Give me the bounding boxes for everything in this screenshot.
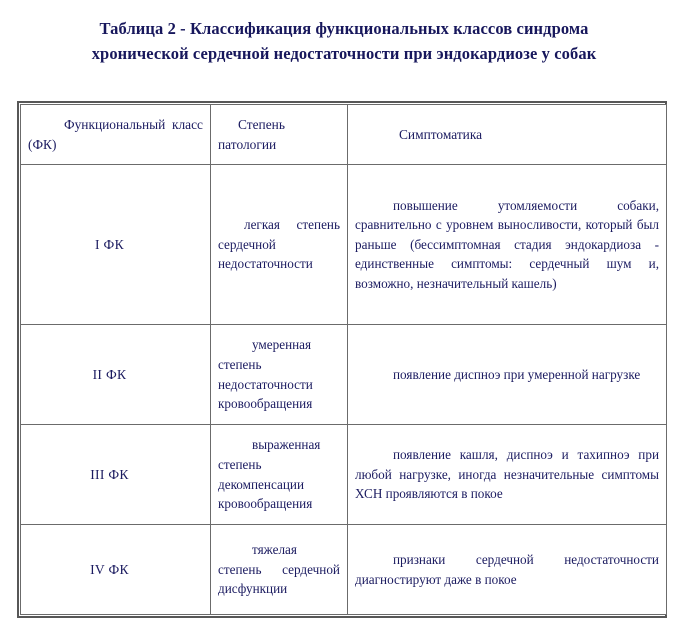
cell-functional-class: [21, 525, 211, 615]
classification-table-container: [17, 101, 667, 618]
symptoms-text: появление кашля, диспноэ и тахипноэ при любой нагрузке, иногда незначительные симптомы ХСН проявляются в покое: [355, 447, 659, 502]
header-cell-symptoms: [348, 105, 667, 165]
table-row: [21, 525, 667, 615]
header-cell-functional-class: [21, 105, 211, 165]
functional-class-label: II ФК: [92, 366, 127, 382]
cell-pathology-degree: [211, 165, 348, 325]
cell-pathology-degree: [211, 525, 348, 615]
header-cell-pathology-degree: [211, 105, 348, 165]
header-label-symptoms: Симптоматика: [399, 126, 483, 142]
symptoms-text: повышение утомляемости собаки, сравнительно с уровнем выносливости, который был раньше (бессимптомная стадия эндокардиоза - единственные симптомы: сердечный шум и, возможно, незначительный кашель): [355, 197, 659, 291]
functional-class-label: IV ФК: [90, 561, 129, 577]
classification-table: [20, 104, 667, 615]
cell-functional-class: [21, 165, 211, 325]
cell-pathology-degree: [211, 325, 348, 425]
cell-symptoms: [348, 325, 667, 425]
functional-class-label: III ФК: [90, 466, 129, 482]
header-label-functional-class: Функциональный класс (ФК): [28, 116, 203, 152]
symptoms-text: появление диспноэ при умеренной нагрузке: [393, 366, 641, 382]
functional-class-label: I ФК: [95, 236, 124, 252]
page-title: Таблица 2 - Классификация функциональных классов синдрома хронической сердечной недостаточности при эндокардиозе у собак: [91, 19, 597, 63]
cell-functional-class: [21, 425, 211, 525]
table-row: [21, 325, 667, 425]
cell-symptoms: [348, 525, 667, 615]
table-header-row: [21, 105, 667, 165]
pathology-degree-text: выраженная степень декомпенсации кровообращения: [218, 437, 321, 512]
cell-functional-class: [21, 325, 211, 425]
table-row: [21, 165, 667, 325]
pathology-degree-text: легкая степень сердечной недостаточности: [218, 217, 340, 272]
header-label-pathology-degree: Степень патологии: [218, 116, 285, 152]
pathology-degree-text: умеренная степень недостаточности кровообращения: [218, 337, 313, 412]
cell-symptoms: [348, 425, 667, 525]
cell-symptoms: [348, 165, 667, 325]
cell-pathology-degree: [211, 425, 348, 525]
table-row: [21, 425, 667, 525]
symptoms-text: признаки сердечной недостаточности диагностируют даже в покое: [355, 551, 659, 587]
pathology-degree-text: тяжелая степень сердечной дисфункции: [218, 542, 340, 597]
